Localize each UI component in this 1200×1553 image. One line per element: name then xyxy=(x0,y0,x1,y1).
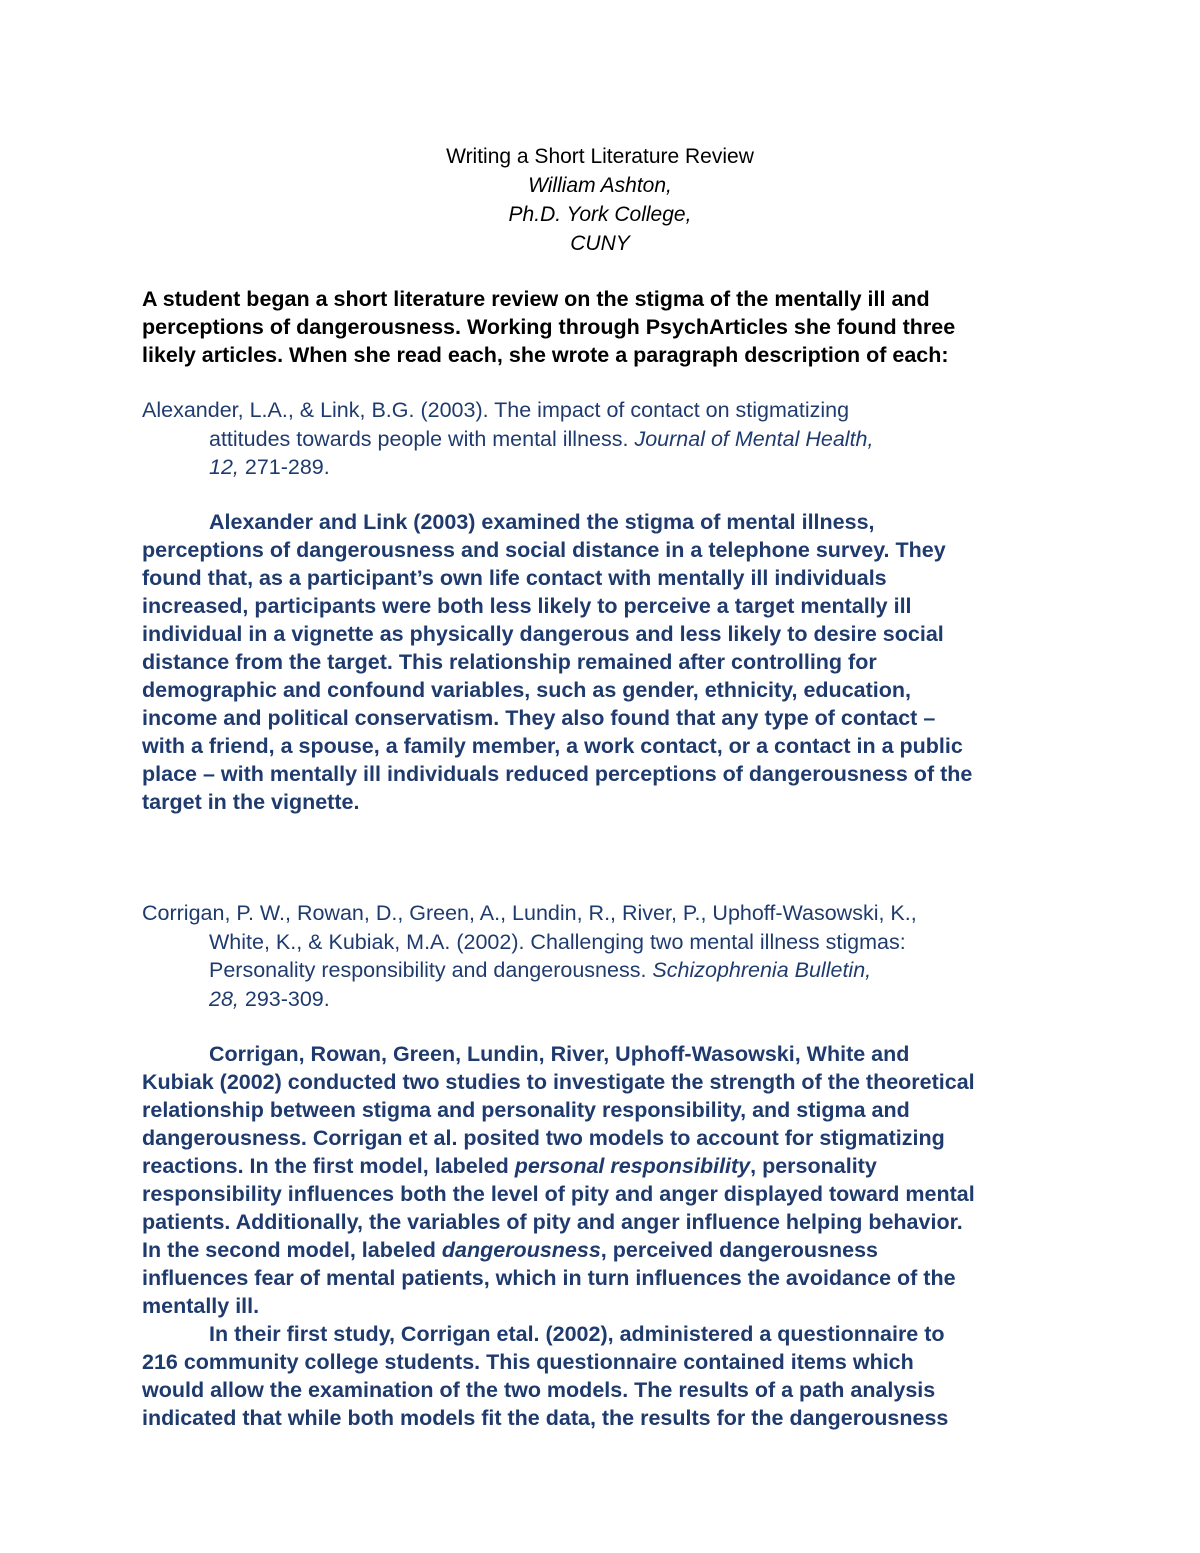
intro-line: A student began a short literature review on the stigma of the mentally ill and xyxy=(142,287,930,311)
paragraph-line: relationship between stigma and personality responsibility, and stigma and xyxy=(142,1098,910,1122)
summary-paragraph-first-study xyxy=(142,1320,1062,1432)
intro-line: perceptions of dangerousness. Working through PsychArticles she found three xyxy=(142,315,956,339)
paragraph-line: patients. Additionally, the variables of pity and anger influence helping behavior. xyxy=(142,1210,963,1234)
paragraph-line: found that, as a participant’s own life contact with mentally ill individuals xyxy=(142,566,887,590)
summary-paragraph-corrigan xyxy=(142,1040,1062,1320)
reference-line xyxy=(142,956,1062,985)
journal-volume: 12, xyxy=(209,455,239,479)
paragraph-line: increased, participants were both less likely to perceive a target mentally ill xyxy=(142,594,912,618)
paragraph-line: influences fear of mental patients, which in turn influences the avoidance of the xyxy=(142,1266,956,1290)
paragraph-line: Kubiak (2002) conducted two studies to investigate the strength of the theoretical xyxy=(142,1070,975,1094)
text-run: reactions. In the first model, labeled xyxy=(142,1154,515,1178)
paragraph-line: target in the vignette. xyxy=(142,790,360,814)
reference-line: Corrigan, P. W., Rowan, D., Green, A., Lundin, R., River, P., Uphoff-Wasowski, K., xyxy=(142,901,917,925)
document-title: Writing a Short Literature Review xyxy=(446,145,754,168)
paragraph-line: indicated that while both models fit the data, the results for the dangerousness xyxy=(142,1406,949,1430)
paragraph-line: dangerousness. Corrigan et al. posited two models to account for stigmatizing xyxy=(142,1126,945,1150)
author-name: William Ashton, xyxy=(528,174,672,197)
summary-paragraph-alexander-link xyxy=(142,508,1062,816)
reference-line: White, K., & Kubiak, M.A. (2002). Challenging two mental illness stigmas: xyxy=(209,929,906,954)
reference-title-part: Personality responsibility and dangerousness. xyxy=(209,958,653,982)
author-affiliation: Ph.D. York College, xyxy=(508,203,692,226)
journal-pages: 271-289. xyxy=(238,455,330,479)
text-run: In the second model, labeled xyxy=(142,1238,442,1262)
paragraph-line: mentally ill. xyxy=(142,1294,260,1318)
paragraph-line: responsibility influences both the level of pity and anger displayed toward mental xyxy=(142,1182,975,1206)
intro-line: likely articles. When she read each, she wrote a paragraph description of each: xyxy=(142,343,949,367)
author-institution: CUNY xyxy=(570,232,630,255)
model-name-dangerousness: dangerousness xyxy=(441,1238,601,1262)
reference-line: Alexander, L.A., & Link, B.G. (2003). The impact of contact on stigmatizing xyxy=(142,398,850,422)
reference-alexander-link xyxy=(142,396,1062,482)
text-run: , perceived dangerousness xyxy=(600,1238,879,1262)
paragraph-line: In their first study, Corrigan etal. (2002), administered a questionnaire to xyxy=(209,1322,945,1346)
paragraph-line: distance from the target. This relationship remained after controlling for xyxy=(142,650,877,674)
text-run: , personality xyxy=(750,1154,877,1178)
paragraph-line: 216 community college students. This questionnaire contained items which xyxy=(142,1350,914,1374)
paragraph-line xyxy=(142,1152,1062,1180)
reference-line xyxy=(142,425,1062,454)
paragraph-line: Alexander and Link (2003) examined the stigma of mental illness, xyxy=(209,510,875,534)
journal-name: Schizophrenia Bulletin, xyxy=(652,958,872,982)
paragraph-line: Corrigan, Rowan, Green, Lundin, River, Uphoff-Wasowski, White and xyxy=(209,1042,910,1066)
paragraph-line: demographic and confound variables, such as gender, ethnicity, education, xyxy=(142,678,911,702)
document-header xyxy=(0,142,1200,258)
intro-paragraph xyxy=(142,285,1062,369)
paragraph-line: income and political conservatism. They also found that any type of contact – xyxy=(142,706,936,730)
paragraph-line xyxy=(142,1236,1062,1264)
paragraph-line: place – with mentally ill individuals reduced perceptions of dangerousness of the xyxy=(142,762,973,786)
journal-pages: 293-309. xyxy=(238,986,330,1011)
reference-line xyxy=(142,453,1062,482)
reference-title-part: attitudes towards people with mental illness. xyxy=(209,426,635,451)
journal-name: Journal of Mental Health, xyxy=(634,426,874,451)
paragraph-line: would allow the examination of the two models. The results of a path analysis xyxy=(142,1378,936,1402)
journal-volume: 28, xyxy=(209,986,239,1011)
paragraph-line: individual in a vignette as physically dangerous and less likely to desire social xyxy=(142,622,944,646)
model-name-personal-responsibility: personal responsibility xyxy=(514,1154,751,1178)
reference-corrigan-et-al xyxy=(142,899,1062,1013)
paragraph-line: with a friend, a spouse, a family member, a work contact, or a contact in a public xyxy=(142,734,963,758)
paragraph-line: perceptions of dangerousness and social distance in a telephone survey. They xyxy=(142,538,946,562)
reference-line xyxy=(142,985,1062,1014)
